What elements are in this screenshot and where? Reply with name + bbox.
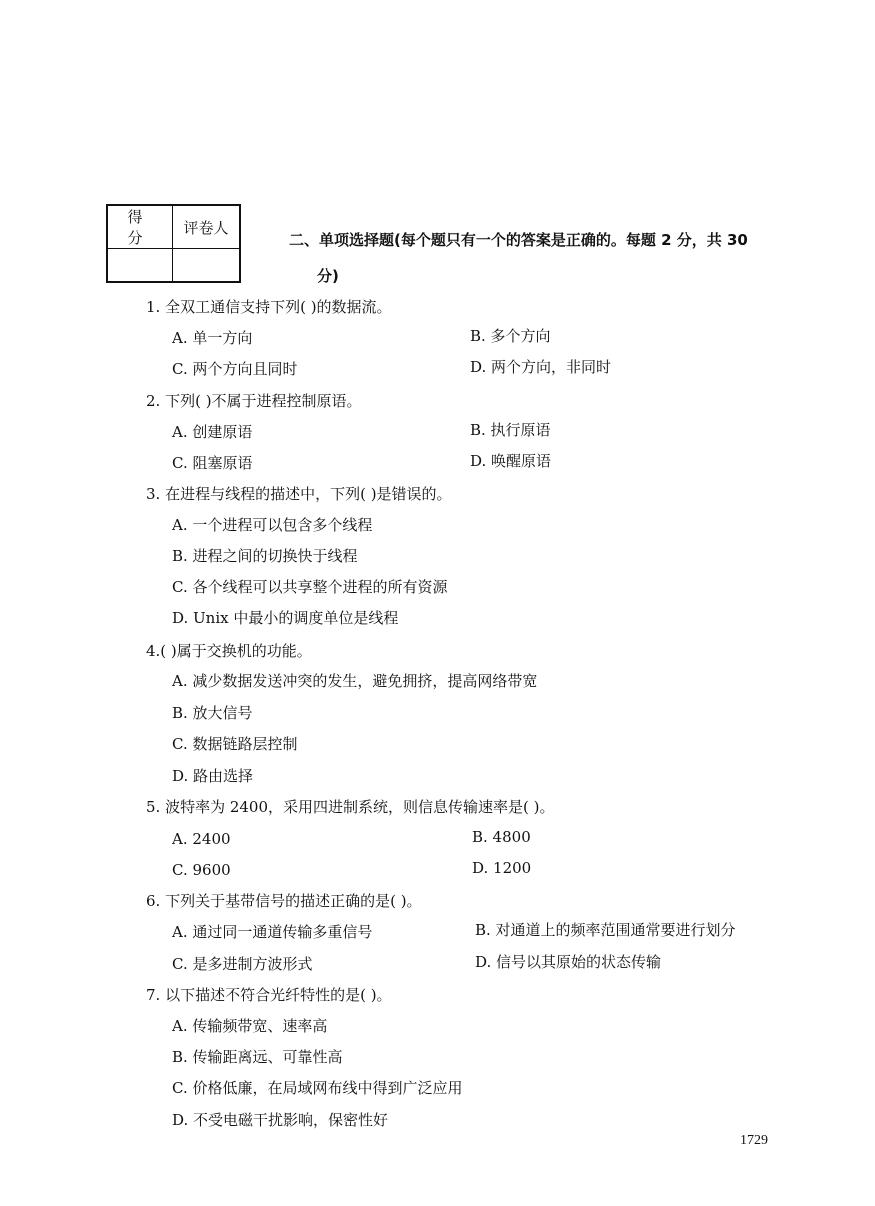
question-option: A. 单一方向 [172, 329, 253, 347]
question-option: B. 多个方向 [470, 327, 551, 345]
section-title [289, 222, 789, 294]
question-option: C. 价格低廉，在局域网布线中得到广泛应用 [172, 1079, 463, 1097]
question-option: D. 信号以其原始的状态传输 [475, 953, 662, 971]
question-stem: 6. 下列关于基带信号的描述正确的是( )。 [146, 892, 422, 910]
question-stem: 1. 全双工通信支持下列( )的数据流。 [146, 298, 392, 316]
question-stem: 4.( )属于交换机的功能。 [146, 642, 312, 660]
question-option: D. 路由选择 [172, 767, 254, 785]
question-option: A. 减少数据发送冲突的发生，避免拥挤，提高网络带宽 [172, 672, 538, 690]
question-option: A. 一个进程可以包含多个线程 [172, 516, 373, 534]
section-title-line1: 二、单项选择题(每个题只有一个的答案是正确的。每题 2 分，共 30 [289, 231, 748, 249]
question-option: C. 数据链路层控制 [172, 735, 298, 753]
grader-label: 评卷人 [173, 205, 241, 249]
question-option: A. 通过同一通道传输多重信号 [172, 923, 373, 941]
question-option: C. 是多进制方波形式 [172, 955, 313, 973]
score-label: 得 分 [107, 205, 173, 249]
question-stem: 2. 下列( )不属于进程控制原语。 [146, 392, 362, 410]
score-box [106, 204, 241, 283]
question-option: C. 阻塞原语 [172, 454, 253, 472]
question-option: B. 传输距离远、可靠性高 [172, 1048, 343, 1066]
section-title-line2: 分) [317, 267, 339, 285]
question-option: D. 唤醒原语 [470, 452, 552, 470]
question-option: D. 两个方向，非同时 [470, 358, 612, 376]
question-option: B. 4800 [472, 828, 531, 846]
question-option: B. 对通道上的频率范围通常要进行划分 [475, 921, 736, 939]
question-option: D. Unix 中最小的调度单位是线程 [172, 609, 399, 627]
question-option: D. 1200 [472, 859, 532, 877]
question-option: D. 不受电磁干扰影响，保密性好 [172, 1111, 389, 1129]
grader-cell [173, 249, 241, 283]
question-stem: 7. 以下描述不符合光纤特性的是( )。 [146, 986, 392, 1004]
question-stem: 3. 在进程与线程的描述中，下列( )是错误的。 [146, 485, 452, 503]
question-option: B. 放大信号 [172, 704, 253, 722]
question-option: C. 两个方向且同时 [172, 360, 298, 378]
score-cell [107, 249, 173, 283]
question-option: C. 各个线程可以共享整个进程的所有资源 [172, 578, 448, 596]
question-option: C. 9600 [172, 861, 231, 879]
question-option: A. 2400 [172, 830, 231, 848]
question-option: B. 进程之间的切换快于线程 [172, 547, 358, 565]
question-stem: 5. 波特率为 2400，采用四进制系统，则信息传输速率是( )。 [146, 798, 555, 816]
page-number: 1729 [740, 1133, 768, 1148]
question-option: B. 执行原语 [470, 421, 551, 439]
question-option: A. 传输频带宽、速率高 [172, 1017, 328, 1035]
question-option: A. 创建原语 [172, 423, 253, 441]
